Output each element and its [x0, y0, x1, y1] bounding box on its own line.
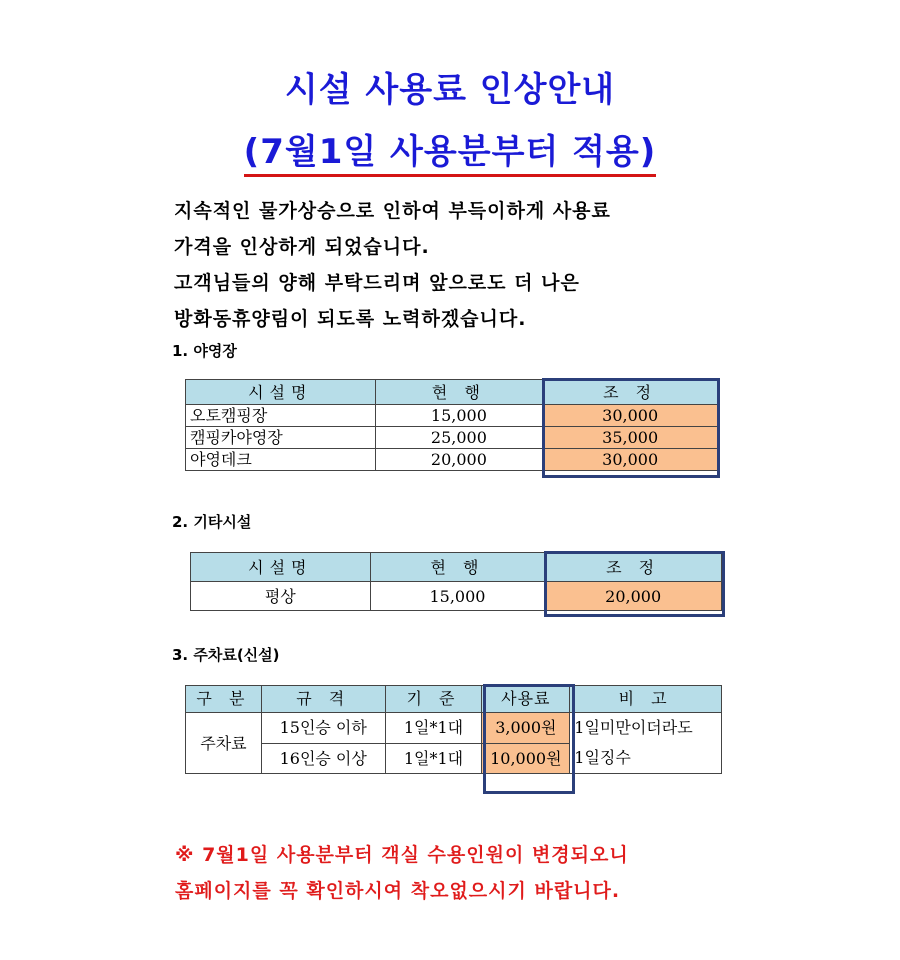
current-price: 15,000 — [370, 582, 545, 611]
note-line: 1일징수 — [574, 748, 631, 767]
header-adjusted: 조 정 — [543, 380, 718, 405]
adjusted-price: 35,000 — [543, 427, 718, 449]
facility-name: 야영데크 — [186, 449, 376, 471]
intro-line: 지속적인 물가상승으로 인하여 부득이하게 사용료 — [174, 200, 611, 222]
facility-name: 평상 — [191, 582, 371, 611]
current-price: 20,000 — [375, 449, 543, 471]
facility-name: 캠핑카야영장 — [186, 427, 376, 449]
subtitle-text: (7월1일 사용분부터 적용) — [244, 132, 657, 177]
intro-line: 고객님들의 양해 부탁드리며 앞으로도 더 나은 — [174, 272, 580, 294]
intro-line: 방화동휴양림이 되도록 노력하겠습니다. — [174, 308, 527, 330]
note-line: 1일미만이더라도 — [574, 718, 693, 737]
header-current: 현 행 — [375, 380, 543, 405]
intro-paragraph — [174, 193, 611, 337]
header-spec: 규 격 — [261, 686, 385, 713]
header-note: 비 고 — [570, 686, 722, 713]
current-price: 15,000 — [375, 405, 543, 427]
current-price: 25,000 — [375, 427, 543, 449]
parking-fee-table — [185, 685, 722, 774]
campsite-fee-table — [185, 379, 718, 471]
header-basis: 기 준 — [385, 686, 482, 713]
page-title: 시설 사용료 인상안내 — [284, 70, 616, 110]
adjusted-price: 30,000 — [543, 449, 718, 471]
notice-line: ※ 7월1일 사용분부터 객실 수용인원이 변경되오니 — [175, 844, 629, 866]
table-header-row — [191, 553, 722, 582]
note-cell — [570, 713, 722, 774]
notice-text — [175, 837, 629, 909]
fee-cell: 3,000원 — [482, 713, 570, 744]
table-row — [186, 713, 722, 744]
section2-heading: 2. 기타시설 — [172, 513, 252, 531]
header-category: 구 분 — [186, 686, 262, 713]
facility-name: 오토캠핑장 — [186, 405, 376, 427]
header-fee: 사용료 — [482, 686, 570, 713]
section3-heading: 3. 주차료(신설) — [172, 646, 280, 664]
table-row — [186, 427, 718, 449]
header-facility: 시설명 — [186, 380, 376, 405]
table-row — [191, 582, 722, 611]
fee-cell: 10,000원 — [482, 743, 570, 774]
header-current: 현 행 — [370, 553, 545, 582]
table-header-row — [186, 686, 722, 713]
intro-line: 가격을 인상하게 되었습니다. — [174, 236, 430, 258]
adjusted-price: 30,000 — [543, 405, 718, 427]
table-row — [186, 405, 718, 427]
basis-cell: 1일*1대 — [385, 743, 482, 774]
table-header-row — [186, 380, 718, 405]
other-facility-table — [190, 552, 722, 611]
spec-cell: 16인승 이상 — [261, 743, 385, 774]
adjusted-price: 20,000 — [545, 582, 722, 611]
spec-cell: 15인승 이하 — [261, 713, 385, 744]
category-cell: 주차료 — [186, 713, 262, 774]
notice-line: 홈페이지를 꼭 확인하시여 착오없으시기 바랍니다. — [175, 880, 621, 902]
header-adjusted: 조 정 — [545, 553, 722, 582]
section1-heading: 1. 야영장 — [172, 342, 237, 360]
basis-cell: 1일*1대 — [385, 713, 482, 744]
header-facility: 시설명 — [191, 553, 371, 582]
table-row — [186, 449, 718, 471]
page-subtitle — [0, 124, 900, 173]
